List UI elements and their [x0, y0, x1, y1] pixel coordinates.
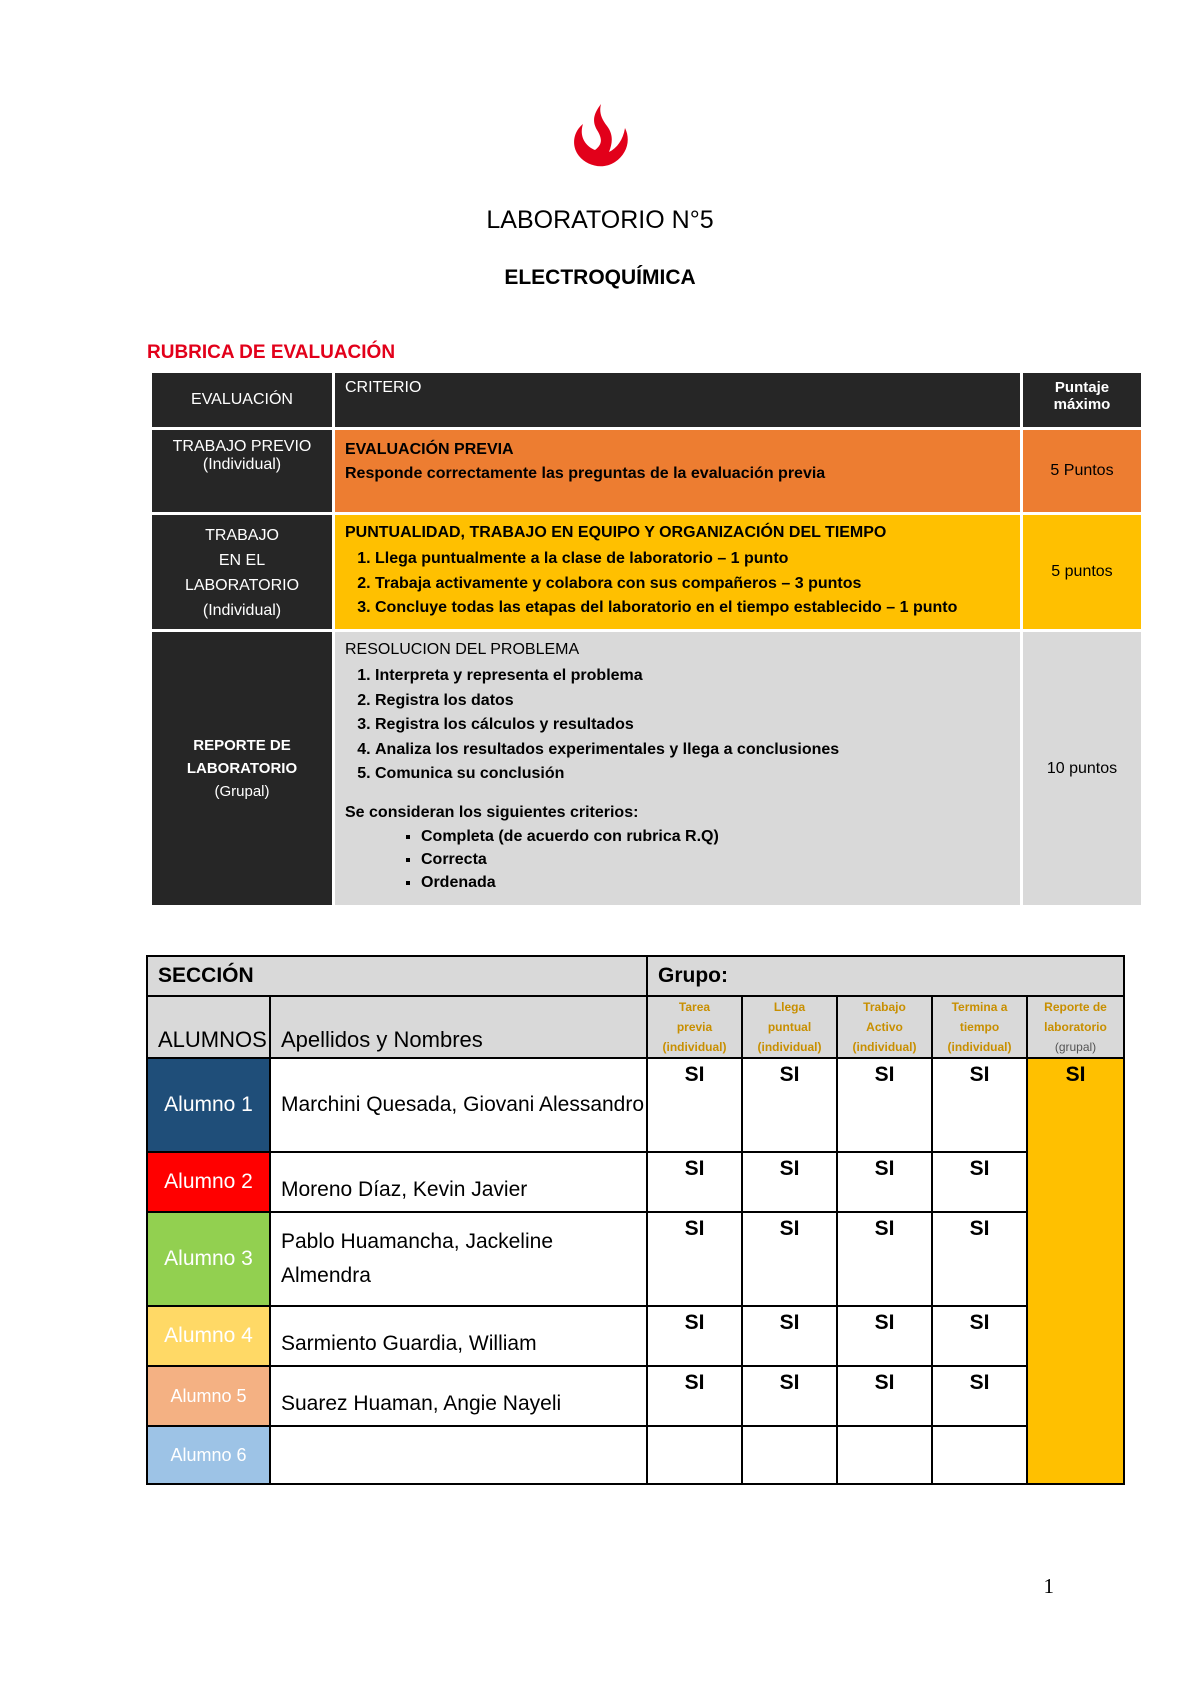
mark-cell: SI: [837, 1306, 932, 1366]
mark-cell: SI: [837, 1366, 932, 1426]
mark-cell: SI: [647, 1058, 742, 1152]
student-row-3: [147, 1212, 1124, 1306]
criterion-cell: RESOLUCION DEL PROBLEMA 1. Interpreta y representa el problema 2. Registra los datos 3. Registra los cálculos y resultados 4. Analiza los resultados experimentales y llega a conclusiones 5. Comunica su conclusión Se consideran los siguientes criterios: ▪ Completa (de acuerdo con rubrica R.Q) ▪ Correcta ▪ Ordenada: [334, 631, 1022, 907]
mark-cell: [647, 1426, 742, 1484]
points-cell: 5 puntos: [1022, 514, 1143, 631]
rubric-table: [149, 370, 1144, 908]
rubric-row-laboratorio: [151, 514, 1143, 631]
eval-cell: REPORTE DE LABORATORIO (Grupal): [151, 631, 334, 907]
criterion-item: 5. Comunica su conclusión: [375, 762, 1010, 787]
mark-cell: SI: [932, 1212, 1027, 1306]
eval-cell: TRABAJO EN EL LABORATORIO (Individual): [151, 514, 334, 631]
student-row-2: [147, 1152, 1124, 1212]
student-row-5: [147, 1366, 1124, 1426]
mark-cell: SI: [647, 1366, 742, 1426]
student-label: Alumno 1: [147, 1058, 270, 1152]
criterion-item: 1. Interpreta y representa el problema: [375, 664, 1010, 689]
rubric-title: RUBRICA DE EVALUACIÓN: [147, 342, 396, 363]
mark-cell: SI: [837, 1152, 932, 1212]
mark-cell: SI: [932, 1366, 1027, 1426]
section-row: [147, 956, 1124, 996]
points-cell: 10 puntos: [1022, 631, 1143, 907]
criterion-cell: EVALUACIÓN PREVIA Responde correctamente las preguntas de la evaluación previa: [334, 429, 1022, 514]
points-cell: 5 Puntos: [1022, 429, 1143, 514]
mark-cell: SI: [837, 1058, 932, 1152]
col-alumnos: ALUMNOS: [147, 996, 270, 1058]
rubric-row-previo: [151, 429, 1143, 514]
criterion-item: 2. Registra los datos: [375, 689, 1010, 714]
mark-cell: SI: [742, 1152, 837, 1212]
student-name: Sarmiento Guardia, William: [270, 1306, 647, 1366]
criterion-cell: PUNTUALIDAD, TRABAJO EN EQUIPO Y ORGANIZACIÓN DEL TIEMPO 1. Llega puntualmente a la clase de laboratorio – 1 punto 2. Trabaja activamente y colabora con sus compañeros – 3 puntos 3. Concluye todas las etapas del laboratorio en el tiempo establecido – 1 punto: [334, 514, 1022, 631]
criterion-item: 3. Registra los cálculos y resultados: [375, 713, 1010, 738]
student-label: Alumno 4: [147, 1306, 270, 1366]
student-label: Alumno 3: [147, 1212, 270, 1306]
col-termina-tiempo: Termina a tiempo (individual): [932, 996, 1027, 1058]
criterion-item: 3. Concluye todas las etapas del laboratorio en el tiempo establecido – 1 punto: [375, 596, 1010, 621]
criterion-bullet: ▪ Completa (de acuerdo con rubrica R.Q): [421, 825, 1010, 848]
mark-cell: [742, 1426, 837, 1484]
criterion-item: 2. Trabaja activamente y colabora con sus compañeros – 3 puntos: [375, 572, 1010, 597]
mark-cell: SI: [742, 1058, 837, 1152]
col-tarea-previa: Tarea previa (individual): [647, 996, 742, 1058]
page-title: LABORATORIO N°5: [486, 206, 714, 234]
column-header-row: [147, 996, 1124, 1058]
criterion-note: Se consideran los siguientes criterios:: [345, 803, 639, 821]
col-reporte-laboratorio: Reporte de laboratorio (grupal): [1027, 996, 1124, 1058]
upc-logo-icon: [565, 100, 637, 172]
mark-cell: SI: [932, 1058, 1027, 1152]
student-name: Marchini Quesada, Giovani Alessandro: [270, 1058, 647, 1152]
col-criterio: CRITERIO: [334, 372, 1022, 429]
mark-cell: SI: [647, 1152, 742, 1212]
mark-cell: SI: [742, 1306, 837, 1366]
col-evaluacion: EVALUACIÓN: [151, 372, 334, 429]
criterion-bullet: ▪ Ordenada: [421, 871, 1010, 894]
mark-cell: SI: [742, 1366, 837, 1426]
criterion-item: 1. Llega puntualmente a la clase de laboratorio – 1 punto: [375, 547, 1010, 572]
student-name: [270, 1426, 647, 1484]
student-row-4: [147, 1306, 1124, 1366]
rubric-header-row: [151, 372, 1143, 429]
page-number: 1: [1043, 1574, 1054, 1598]
rubric-row-reporte: [151, 631, 1143, 907]
group-label: Grupo:: [647, 956, 1124, 996]
student-label: Alumno 2: [147, 1152, 270, 1212]
mark-cell: SI: [932, 1152, 1027, 1212]
section-label: SECCIÓN: [147, 956, 647, 996]
student-row-1: [147, 1058, 1124, 1152]
mark-cell: SI: [647, 1306, 742, 1366]
mark-cell: SI: [837, 1212, 932, 1306]
student-name: Suarez Huaman, Angie Nayeli: [270, 1366, 647, 1426]
mark-cell: SI: [932, 1306, 1027, 1366]
col-puntaje: Puntaje máximo: [1022, 372, 1143, 429]
eval-cell: TRABAJO PREVIO (Individual): [151, 429, 334, 514]
col-trabajo-activo: Trabajo Activo (individual): [837, 996, 932, 1058]
criterion-item: 4. Analiza los resultados experimentales y llega a conclusiones: [375, 738, 1010, 763]
student-label: Alumno 5: [147, 1366, 270, 1426]
student-name: Moreno Díaz, Kevin Javier: [270, 1152, 647, 1212]
student-label: Alumno 6: [147, 1426, 270, 1484]
mark-cell: SI: [742, 1212, 837, 1306]
report-mark-cell: SI: [1027, 1058, 1124, 1484]
student-row-6: [147, 1426, 1124, 1484]
students-table: [146, 955, 1125, 1485]
mark-cell: [932, 1426, 1027, 1484]
mark-cell: SI: [647, 1212, 742, 1306]
student-name: Pablo Huamancha, Jackeline Almendra: [270, 1212, 647, 1306]
criterion-bullet: ▪ Correcta: [421, 848, 1010, 871]
page-subtitle: ELECTROQUÍMICA: [504, 266, 696, 289]
col-llega-puntual: Llega puntual (individual): [742, 996, 837, 1058]
mark-cell: [837, 1426, 932, 1484]
col-apellidos: Apellidos y Nombres: [270, 996, 647, 1058]
